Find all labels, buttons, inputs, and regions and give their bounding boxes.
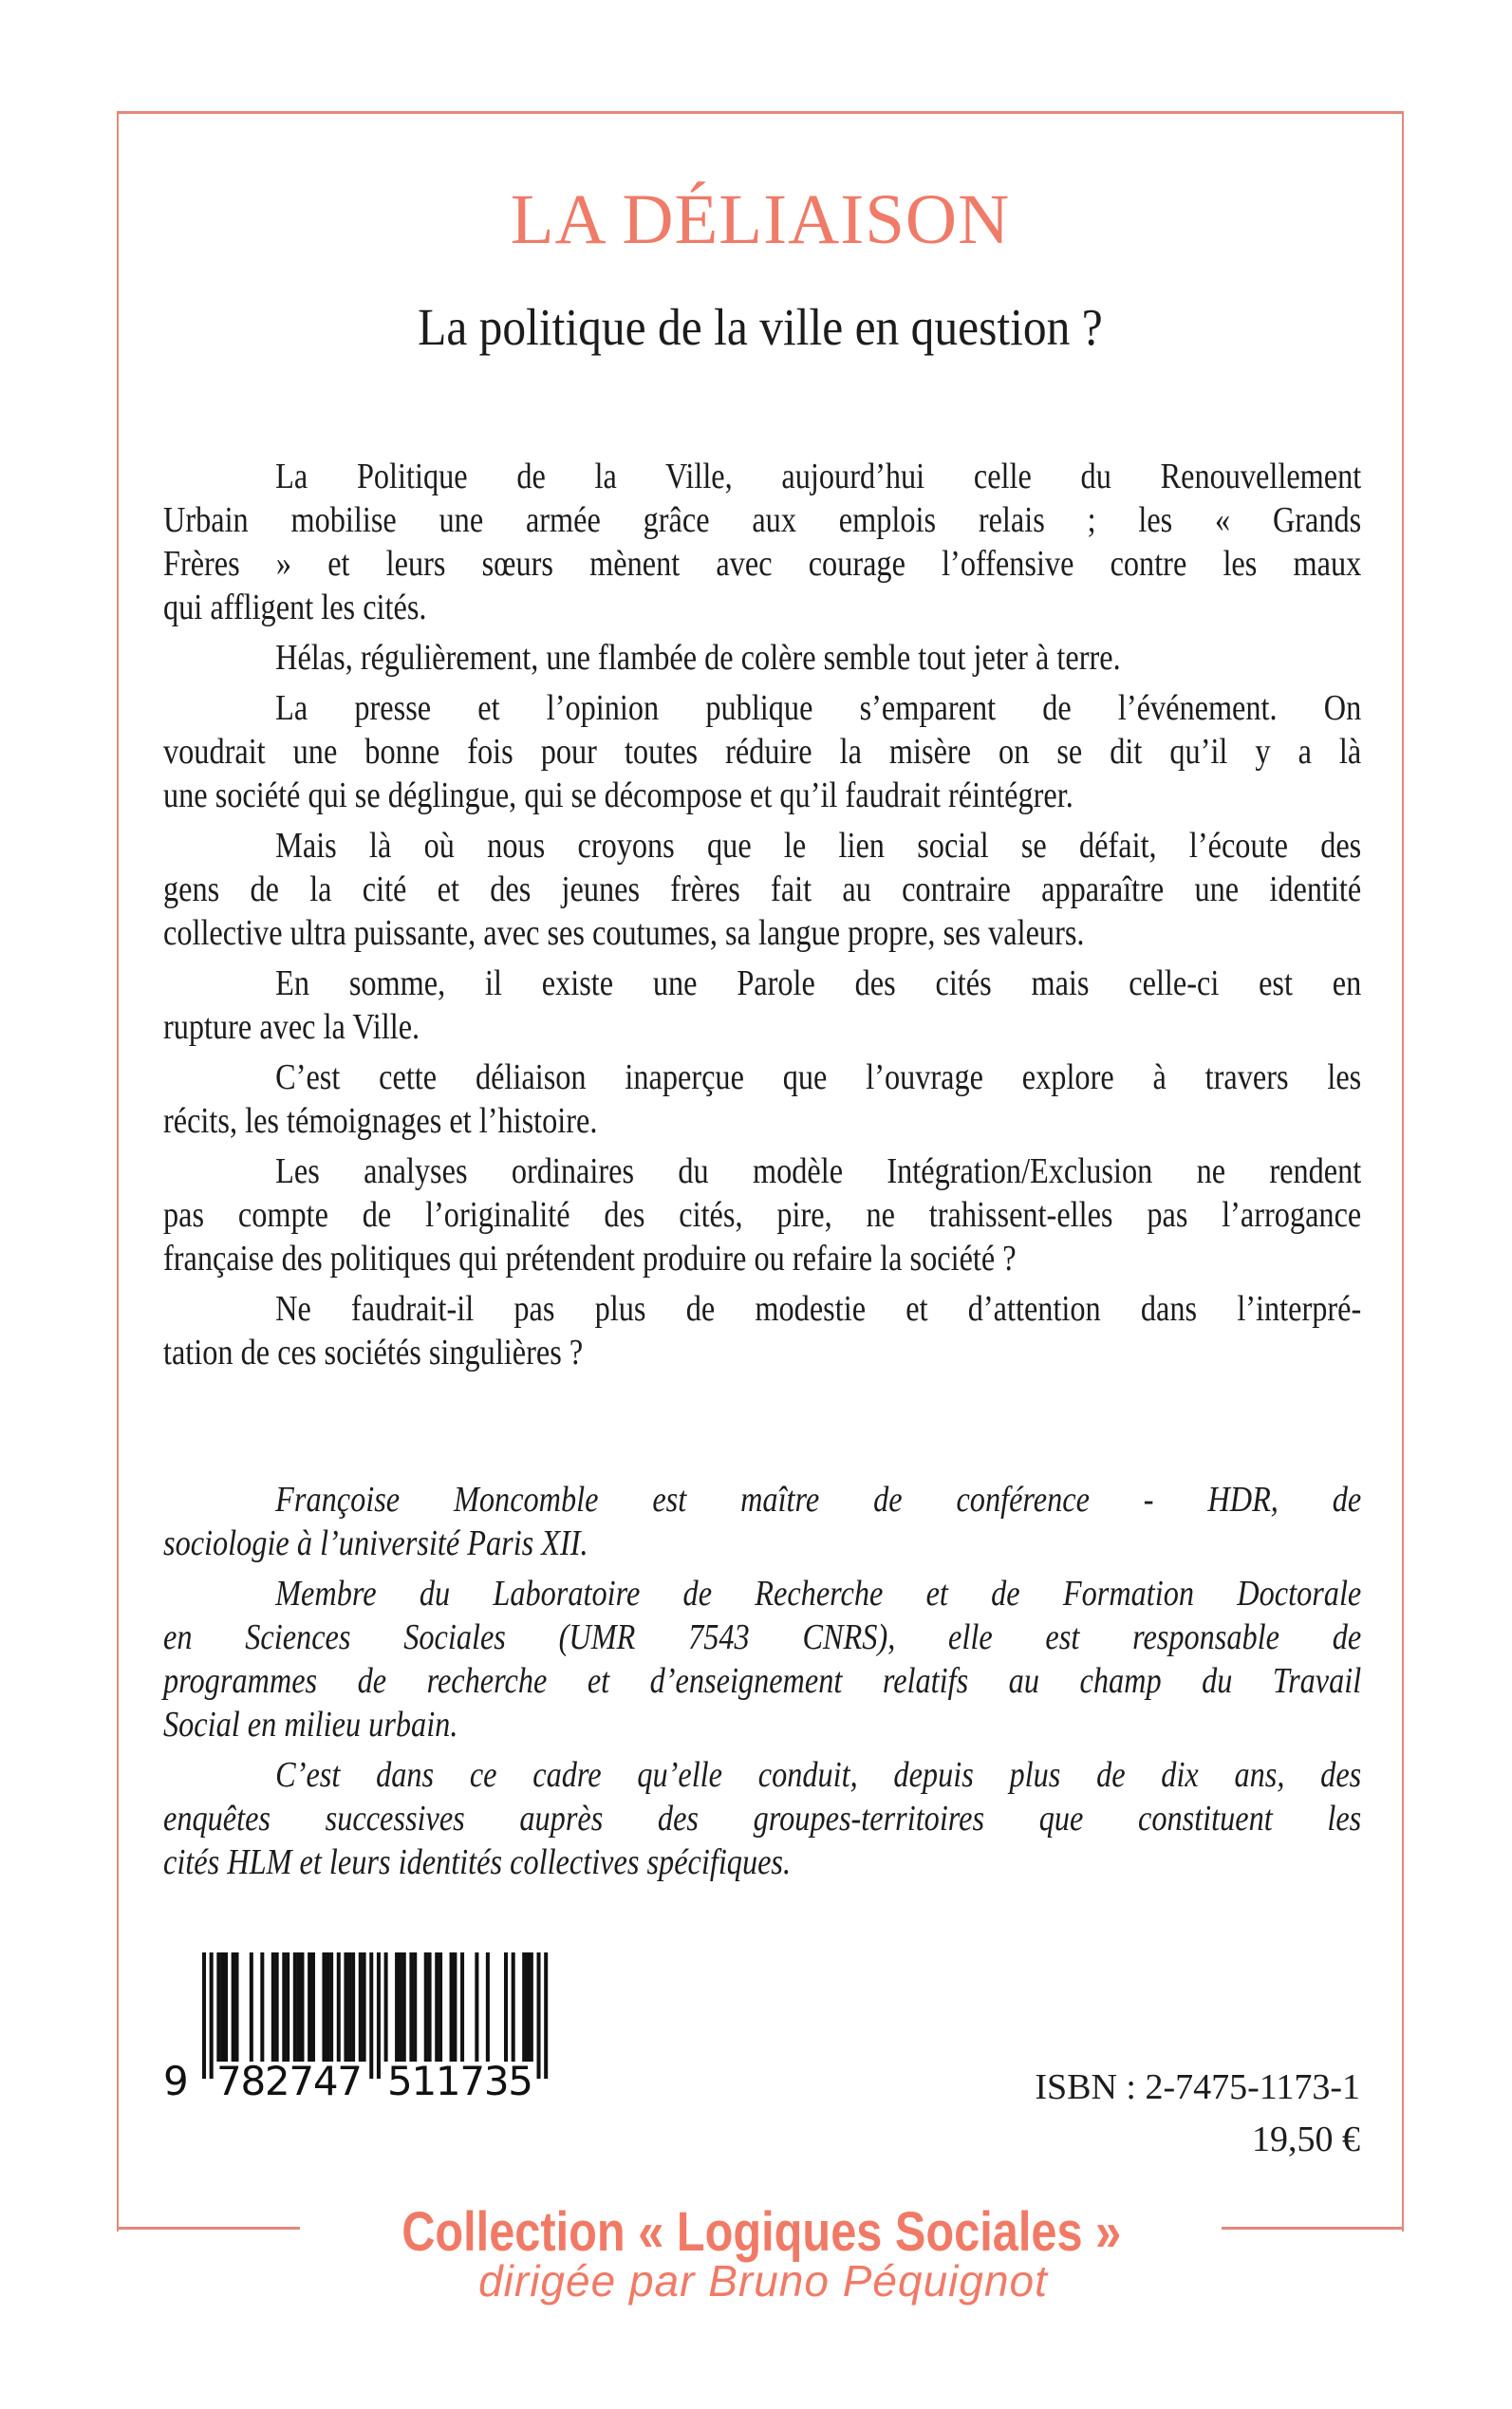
text-line: gens de la cité et des jeunes frères fait au contraire apparaître une identité <box>163 869 1362 909</box>
text-line: Les analyses ordinaires du modèle Intégration/Exclusion ne rendent <box>275 1151 1362 1191</box>
barcode-first-digit: 9 <box>163 2058 189 2104</box>
blurb-paragraph <box>163 455 1361 629</box>
text-line: enquêtes successives auprès des groupes-territoires que constituent les <box>163 1799 1362 1839</box>
text-line: Françoise Moncomble est maître de conférence - HDR, de <box>275 1480 1362 1520</box>
isbn: ISBN : 2-7475-1173-1 <box>1035 2067 1360 2107</box>
barcode-right-digits: 511735 <box>387 2058 533 2104</box>
blurb-paragraph <box>163 686 1361 817</box>
blurb-paragraph <box>163 824 1361 955</box>
text-line: Membre du Laboratoire de Recherche et de Formation Doctorale <box>275 1574 1362 1614</box>
blurb-paragraph <box>163 962 1361 1049</box>
text-line: La Politique de la Ville, aujourd’hui celle du Renouvellement <box>275 457 1362 496</box>
blurb-paragraph <box>163 1287 1361 1374</box>
text-line: programmes de recherche et d’enseignement relatifs au champ du Travail <box>163 1661 1362 1701</box>
text-line: tation de ces sociétés singulières ? <box>163 1333 584 1373</box>
text-line: qui affligent les cités. <box>163 588 427 627</box>
blurb-paragraph <box>163 1149 1361 1280</box>
text-line: française des politiques qui prétendent produire ou refaire la société ? <box>163 1239 1017 1279</box>
text-line: Hélas, régulièrement, une flambée de colère semble tout jeter à terre. <box>275 638 1121 678</box>
blurb-paragraph <box>163 636 1361 680</box>
text-line: récits, les témoignages et l’histoire. <box>163 1101 598 1141</box>
blurb <box>163 455 1361 1374</box>
collection-editor-container <box>0 2256 1512 2306</box>
text-line: Ne faudrait-il pas plus de modestie et d’attention dans l’interpré- <box>275 1289 1362 1329</box>
collection-name: Collection « Logiques Sociales » <box>401 2201 1122 2263</box>
bio-paragraph <box>163 1572 1361 1746</box>
text-line: collective ultra puissante, avec ses coutumes, sa langue propre, ses valeurs. <box>163 913 1085 953</box>
text-line: Urbain mobilise une armée grâce aux emplois relais ; les « Grands <box>163 500 1362 540</box>
text-line: En somme, il existe une Parole des cités mais celle-ci est en <box>275 963 1362 1003</box>
text-line: sociologie à l’université Paris XII. <box>163 1523 588 1563</box>
blurb-paragraph <box>163 1055 1361 1143</box>
book-subtitle-container <box>117 298 1404 356</box>
book-subtitle: La politique de la ville en question ? <box>418 298 1103 356</box>
text-line: voudrait une bonne fois pour toutes réduire la misère on se dit qu’il y a là <box>163 732 1362 772</box>
text-line: rupture avec la Ville. <box>163 1007 420 1047</box>
text-line: La presse et l’opinion publique s’emparent de l’événement. On <box>275 688 1362 728</box>
book-title: LA DÉLIAISON <box>510 180 1011 259</box>
price: 19,50 € <box>1252 2120 1360 2159</box>
text-line: Mais là où nous croyons que le lien social se défait, l’écoute des <box>275 826 1362 866</box>
text-line: une société qui se déglingue, qui se décompose et qu’il faudrait réintégrer. <box>163 775 1073 815</box>
text-line: cités HLM et leurs identités collectives spécifiques. <box>163 1842 792 1882</box>
collection-container <box>0 2201 1512 2263</box>
collection-editor: dirigée par Bruno Péquignot <box>478 2256 1048 2306</box>
text-line: Social en milieu urbain. <box>163 1705 458 1745</box>
text-line: C’est cette déliaison inaperçue que l’ouvrage explore à travers les <box>275 1057 1362 1097</box>
barcode-left-digits: 782747 <box>216 2058 363 2104</box>
text-line: Frères » et leurs sœurs mènent avec courage l’offensive contre les maux <box>163 544 1362 584</box>
author-bio <box>163 1478 1361 1884</box>
text-line: pas compte de l’originalité des cités, pire, ne trahissent-elles pas l’arrogance <box>163 1195 1362 1235</box>
bio-paragraph <box>163 1478 1361 1565</box>
text-line: en Sciences Sociales (UMR 7543 CNRS), elle est responsable de <box>163 1617 1362 1657</box>
barcode <box>152 1946 569 2107</box>
bio-paragraph <box>163 1753 1361 1884</box>
text-line: C’est dans ce cadre qu’elle conduit, depuis plus de dix ans, des <box>275 1755 1362 1795</box>
